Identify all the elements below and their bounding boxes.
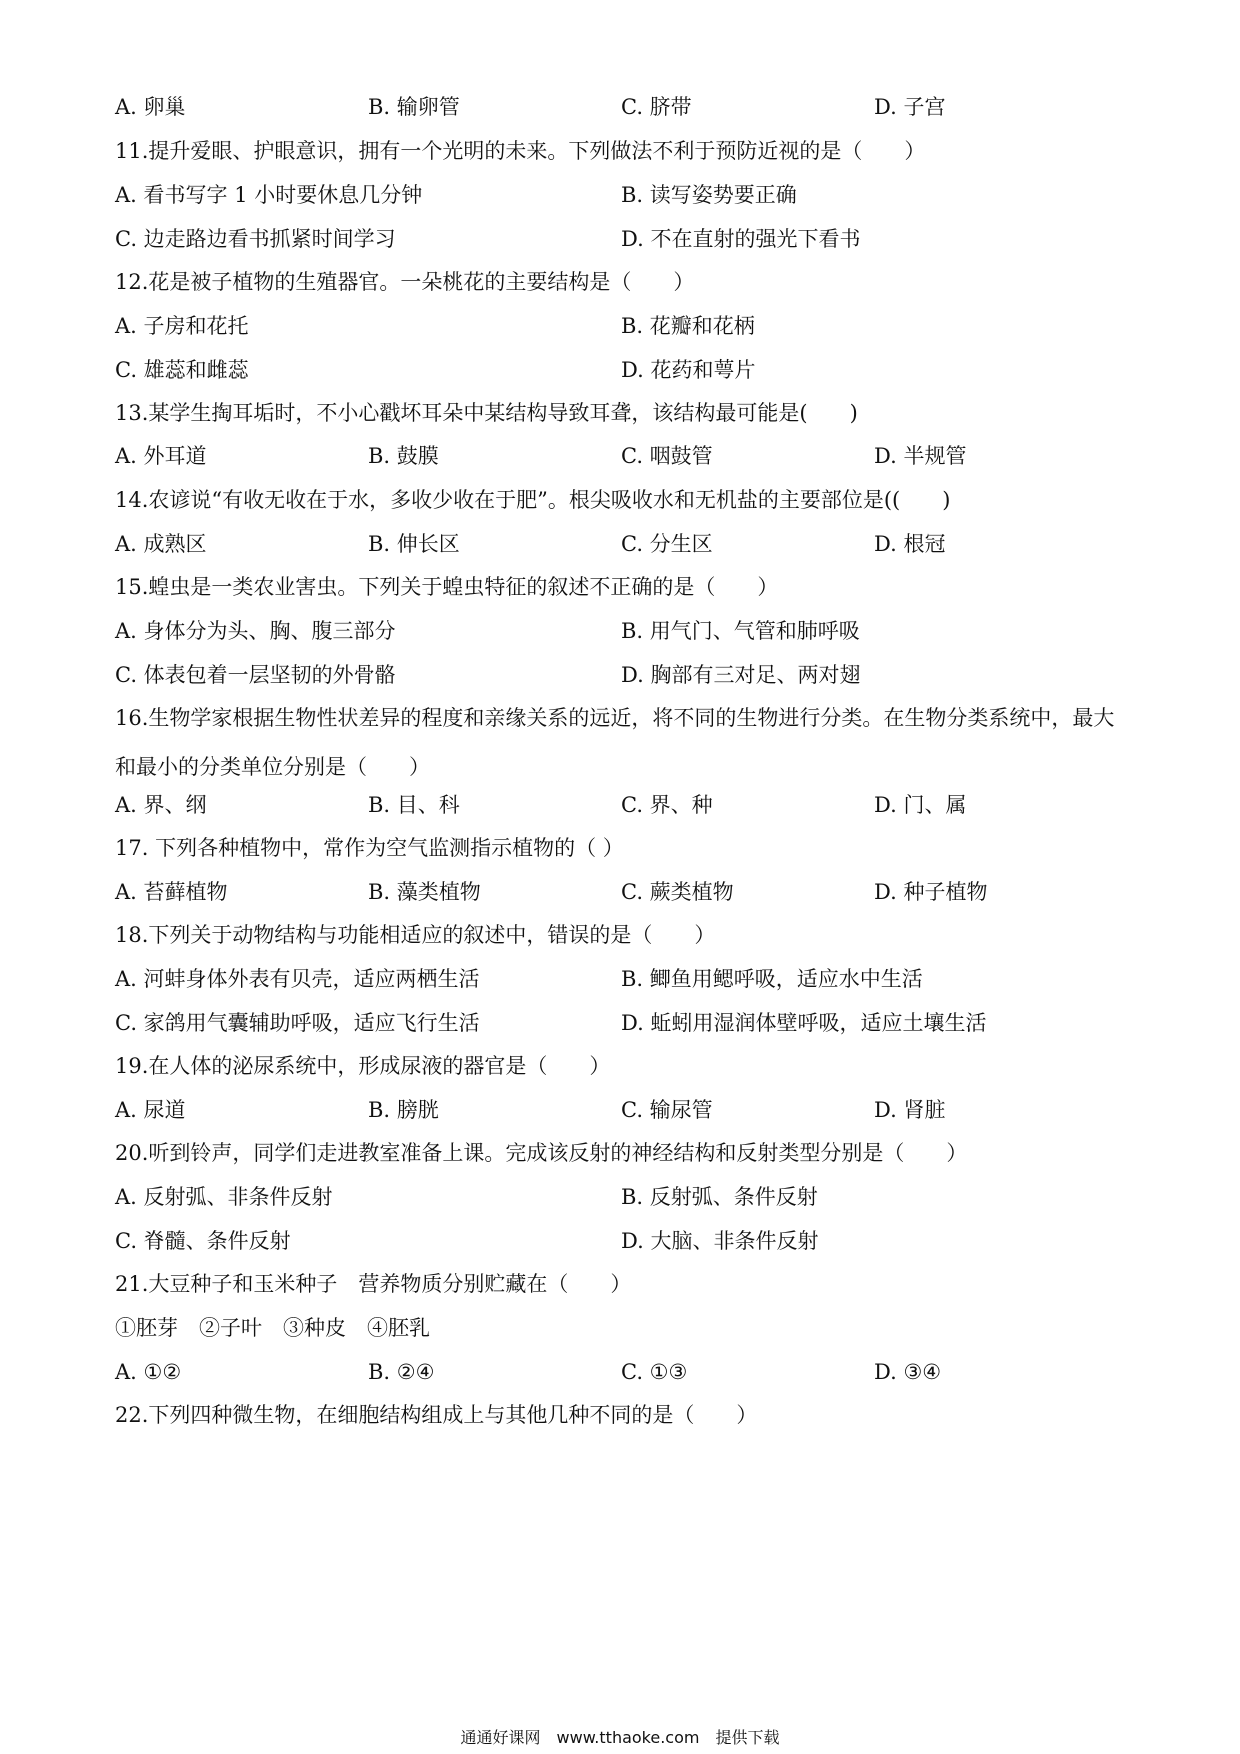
q20-option-a: A. 反射弧、非条件反射	[115, 1185, 333, 1209]
q14-option-b: B. 伸长区	[368, 532, 460, 556]
q17-option-c: C. 蕨类植物	[621, 880, 734, 904]
q17-stem: 17. 下列各种植物中，常作为空气监测指示植物的（ ）	[115, 836, 624, 860]
q10-option-b: B. 输卵管	[368, 95, 460, 119]
q17-option-d: D. 种子植物	[874, 880, 988, 904]
q19-stem: 19.在人体的泌尿系统中，形成尿液的器官是（ ）	[115, 1054, 611, 1078]
q18-stem: 18.下列关于动物结构与功能相适应的叙述中，错误的是（ ）	[115, 923, 716, 947]
q16-option-a: A. 界、纲	[115, 793, 207, 817]
q11-stem: 11.提升爱眼、护眼意识，拥有一个光明的未来。下列做法不利于预防近视的是（ ）	[115, 139, 926, 163]
q21-option-d: D. ③④	[874, 1360, 942, 1384]
q16-option-b: B. 目、科	[368, 793, 460, 817]
q15-option-a: A. 身体分为头、胸、腹三部分	[115, 619, 396, 643]
q19-option-a: A. 尿道	[115, 1098, 186, 1122]
q12-option-a: A. 子房和花托	[115, 314, 249, 338]
q11-option-d: D. 不在直射的强光下看书	[621, 227, 861, 251]
q11-option-c: C. 边走路边看书抓紧时间学习	[115, 227, 396, 251]
q11-option-a: A. 看书写字 1 小时要休息几分钟	[115, 183, 423, 207]
q15-option-d: D. 胸部有三对足、两对翅	[621, 663, 861, 687]
q15-stem: 15.蝗虫是一类农业害虫。下列关于蝗虫特征的叙述不正确的是（ ）	[115, 575, 779, 599]
q17-option-a: A. 苔藓植物	[115, 880, 228, 904]
q14-option-c: C. 分生区	[621, 532, 713, 556]
q14-option-d: D. 根冠	[874, 532, 946, 556]
q21-option-c: C. ①③	[621, 1360, 688, 1384]
q22-stem: 22.下列四种微生物，在细胞结构组成上与其他几种不同的是（ ）	[115, 1403, 758, 1427]
q16-option-d: D. 门、属	[874, 793, 967, 817]
q18-option-d: D. 蚯蚓用湿润体壁呼吸，适应土壤生活	[621, 1011, 987, 1035]
q19-option-d: D. 肾脏	[874, 1098, 946, 1122]
q19-option-c: C. 输尿管	[621, 1098, 713, 1122]
q12-option-c: C. 雄蕊和雌蕊	[115, 358, 249, 382]
q21-stem: 21.大豆种子和玉米种子 营养物质分别贮藏在（ ）	[115, 1272, 632, 1296]
q12-option-d: D. 花药和萼片	[621, 358, 756, 382]
q10-option-c: C. 脐带	[621, 95, 692, 119]
q21-items: ①胚芽 ②子叶 ③种皮 ④胚乳	[115, 1316, 430, 1340]
q10-option-a: A. 卵巢	[115, 95, 186, 119]
q20-option-d: D. 大脑、非条件反射	[621, 1229, 819, 1253]
q12-option-b: B. 花瓣和花柄	[621, 314, 755, 338]
q14-stem: 14.农谚说“有收无收在于水，多收少收在于肥”。根尖吸收水和无机盐的主要部位是(( )	[115, 488, 951, 512]
q21-option-b: B. ②④	[368, 1360, 435, 1384]
q20-option-b: B. 反射弧、条件反射	[621, 1185, 818, 1209]
q16-option-c: C. 界、种	[621, 793, 713, 817]
q16-stem: 16.生物学家根据生物性状差异的程度和亲缘关系的远近，将不同的生物进行分类。在生物分类系统中，最大和最小的分类单位分别是（ ）	[115, 706, 1115, 779]
q12-stem: 12.花是被子植物的生殖器官。一朵桃花的主要结构是（ ）	[115, 270, 695, 294]
q14-option-a: A. 成熟区	[115, 532, 207, 556]
q13-stem: 13.某学生掏耳垢时，不小心戳坏耳朵中某结构导致耳聋，该结构最可能是( )	[115, 401, 858, 425]
q11-option-b: B. 读写姿势要正确	[621, 183, 797, 207]
q18-option-b: B. 鲫鱼用鳃呼吸，适应水中生活	[621, 967, 923, 991]
q19-option-b: B. 膀胱	[368, 1098, 439, 1122]
q18-option-a: A. 河蚌身体外表有贝壳，适应两栖生活	[115, 967, 480, 991]
q13-option-b: B. 鼓膜	[368, 444, 439, 468]
q20-option-c: C. 脊髓、条件反射	[115, 1229, 291, 1253]
q17-option-b: B. 藻类植物	[368, 880, 481, 904]
q13-option-a: A. 外耳道	[115, 444, 207, 468]
q20-stem: 20.听到铃声，同学们走进教室准备上课。完成该反射的神经结构和反射类型分别是（ ）	[115, 1141, 968, 1165]
q21-option-a: A. ①②	[115, 1360, 182, 1384]
q15-option-b: B. 用气门、气管和肺呼吸	[621, 619, 860, 643]
q10-option-d: D. 子宫	[874, 95, 946, 119]
page-footer: 通通好课网 www.tthaoke.com 提供下载	[460, 1728, 780, 1747]
q15-option-c: C. 体表包着一层坚韧的外骨骼	[115, 663, 396, 687]
q13-option-d: D. 半规管	[874, 444, 967, 468]
q18-option-c: C. 家鸽用气囊辅助呼吸，适应飞行生活	[115, 1011, 480, 1035]
q13-option-c: C. 咽鼓管	[621, 444, 713, 468]
